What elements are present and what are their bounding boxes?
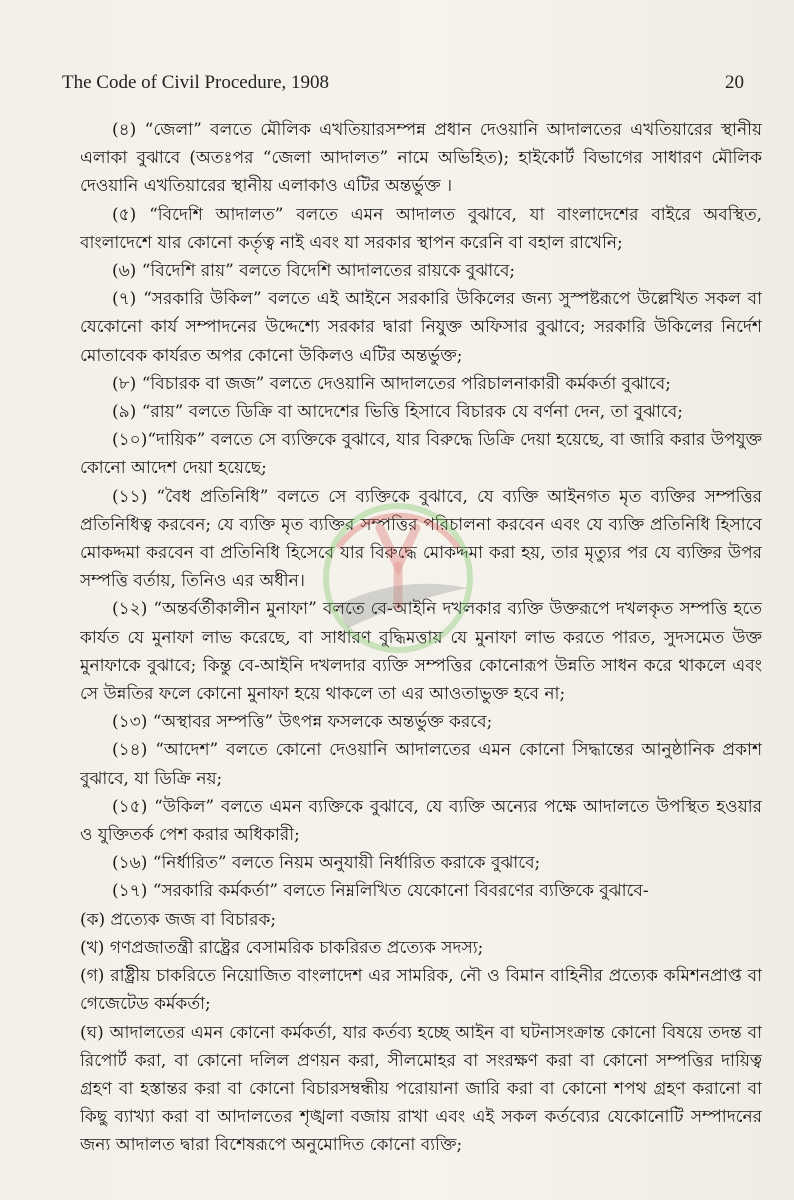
sub-item-kha: (খ) গণপ্রজাতন্ত্রী রাষ্ট্রের বেসামরিক চাকরিরত প্রত্যেক সদস্য; <box>80 937 484 958</box>
definition-9: (৯) “রায়” বলতে ডিক্রি বা আদেশের ভিত্তি হিসাবে বিচারক যে বর্ণনা দেন, তা বুঝাবে; <box>112 402 683 423</box>
definition-13: (১৩) “অস্থাবর সম্পত্তি” উৎপন্ন ফসলকে অন্তর্ভুক্ত করবে; <box>112 712 493 733</box>
page-number: 20 <box>725 72 744 93</box>
definition-5: (৫) “বিদেশি আদালত” বলতে এমন আদালত বুঝাবে, যা বাংলাদেশের বাইরে অবস্থিত, বাংলাদেশে যার কোনো কর্তৃত্ব নাই এবং যা সরকার স্থাপন করেনি বা বহাল রাখেনি; <box>80 204 762 253</box>
running-title: The Code of Civil Procedure, 1908 <box>62 72 330 93</box>
running-head <box>62 70 744 96</box>
definition-8: (৮) “বিচারক বা জজ” বলতে দেওয়ানি আদালতের পরিচালনাকারী কর্মকর্তা বুঝাবে; <box>112 373 671 394</box>
definition-4: (৪) “জেলা” বলতে মৌলিক এখতিয়ারসম্পন্ন প্রধান দেওয়ানি আদালতের এখতিয়ারের স্থানীয় এলাকা বুঝাবে (অতঃপর “জেলা আদালত” নামে অভিহিত); হাইকোর্ট বিভাগের সাধারণ মৌলিক দেওয়ানি এখতিয়ারের স্থানীয় এলাকাও এটির অন্তর্ভুক্ত । <box>80 120 762 197</box>
definition-10: (১০)“দায়িক” বলতে সে ব্যক্তিকে বুঝাবে, যার বিরুদ্ধে ডিক্রি দেয়া হয়েছে, বা জারি করার উপযুক্ত কোনো আদেশ দেয়া হয়েছে; <box>80 430 762 479</box>
definition-11: (১১) “বৈধ প্রতিনিধি” বলতে সে ব্যক্তিকে বুঝাবে, যে ব্যক্তি আইনগত মৃত ব্যক্তির সম্পত্তির প্রতিনিধিত্ব করবেন; যে ব্যক্তি মৃত ব্যক্তির সম্পত্তির পরিচালনা করবেন এবং যে ব্যক্তি প্রতিনিধি হিসাবে মোকদ্দমা করবেন বা প্রতিনিধি হিসেবে যার বিরুদ্ধে মোকদ্দমা করা হয়, তার মৃত্যুর পর যে ব্যক্তির উপর সম্পত্তি বর্তায়, তিনিও এর অধীন। <box>80 486 762 592</box>
definition-17: (১৭) “সরকারি কর্মকর্তা” বলতে নিম্নলিখিত যেকোনো বিবরণের ব্যক্তিকে বুঝাবে- <box>112 881 649 902</box>
definition-15: (১৫) “উকিল” বলতে এমন ব্যক্তিকে বুঝাবে, যে ব্যক্তি অন্যের পক্ষে আদালতে উপস্থিত হওয়ার ও যুক্তিতর্ক পেশ করার অধিকারী; <box>80 796 762 846</box>
definition-16: (১৬) “নির্ধারিত” বলতে নিয়ম অনুযায়ী নির্ধারিত করাকে বুঝাবে; <box>112 853 541 874</box>
definition-7: (৭) “সরকারি উকিল” বলতে এই আইনে সরকারি উকিলের জন্য সুস্পষ্টরূপে উল্লেখিত সকল বা যেকোনো কার্য সম্পাদনের উদ্দেশ্যে সরকার দ্বারা নিযুক্ত অফিসার বুঝাবে; সরকারি উকিলের নির্দেশ মোতাবেক কার্যরত অপর কোনো উকিলও এটির অন্তর্ভুক্ত; <box>80 289 762 366</box>
sub-item-ka: (ক) প্রত্যেক জজ বা বিচারক; <box>80 909 277 930</box>
sub-item-ga: (গ) রাষ্ট্রীয় চাকরিতে নিয়োজিত বাংলাদেশ এর সামরিক, নৌ ও বিমান বাহিনীর প্রত্যেক কমিশনপ্রাপ্ত বা গেজেটেড কর্মকর্তা; <box>80 966 762 1015</box>
body-text <box>80 116 762 1192</box>
definition-6: (৬) “বিদেশি রায়” বলতে বিদেশি আদালতের রায়কে বুঝাবে; <box>112 261 516 282</box>
definition-14: (১৪) “আদেশ” বলতে কোনো দেওয়ানি আদালতের এমন কোনো সিদ্ধান্তের আনুষ্ঠানিক প্রকাশ বুঝাবে, যা ডিক্রি নয়; <box>80 740 762 789</box>
definition-12: (১২) “অন্তর্বর্তীকালীন মুনাফা” বলতে বে-আইনি দখলকার ব্যক্তি উক্তরূপে দখলকৃত সম্পত্তি হতে কার্যত যে মুনাফা লাভ করেছে, বা সাধারণ বুদ্ধিমত্তায় যে মুনাফা লাভ করতে পারত, সুদসমেত উক্ত মুনাফাকে বুঝাবে; কিন্তু বে-আইনি দখলদার ব্যক্তি সম্পত্তির কোনোরূপ উন্নতি সাধন করে থাকলে এবং সে উন্নতির ফলে কোনো মুনাফা হয়ে থাকলে তা এর আওতাভুক্ত হবে না; <box>80 599 762 705</box>
sub-item-gha: (ঘ) আদালতের এমন কোনো কর্মকর্তা, যার কর্তব্য হচ্ছে আইন বা ঘটনাসংক্রান্ত কোনো বিষয়ে তদন্ত বা রিপোর্ট করা, বা কোনো দলিল প্রণয়ন করা, সীলমোহর বা সংরক্ষণ করা বা কোনো সম্পত্তির দায়িত্ব গ্রহণ বা হস্তান্তর করা বা কোনো বিচারসম্বন্ধীয় পরোয়ানা জারি করা বা কোনো শপথ গ্রহণ করানো বা কিছু ব্যাখ্যা করা বা আদালতের শৃঙ্খলা বজায় রাখা এবং এই সকল কর্তব্যের যেকোনোটি সম্পাদনের জন্য আদালত দ্বারা বিশেষরূপে অনুমোদিত কোনো ব্যক্তি; <box>80 1022 762 1156</box>
